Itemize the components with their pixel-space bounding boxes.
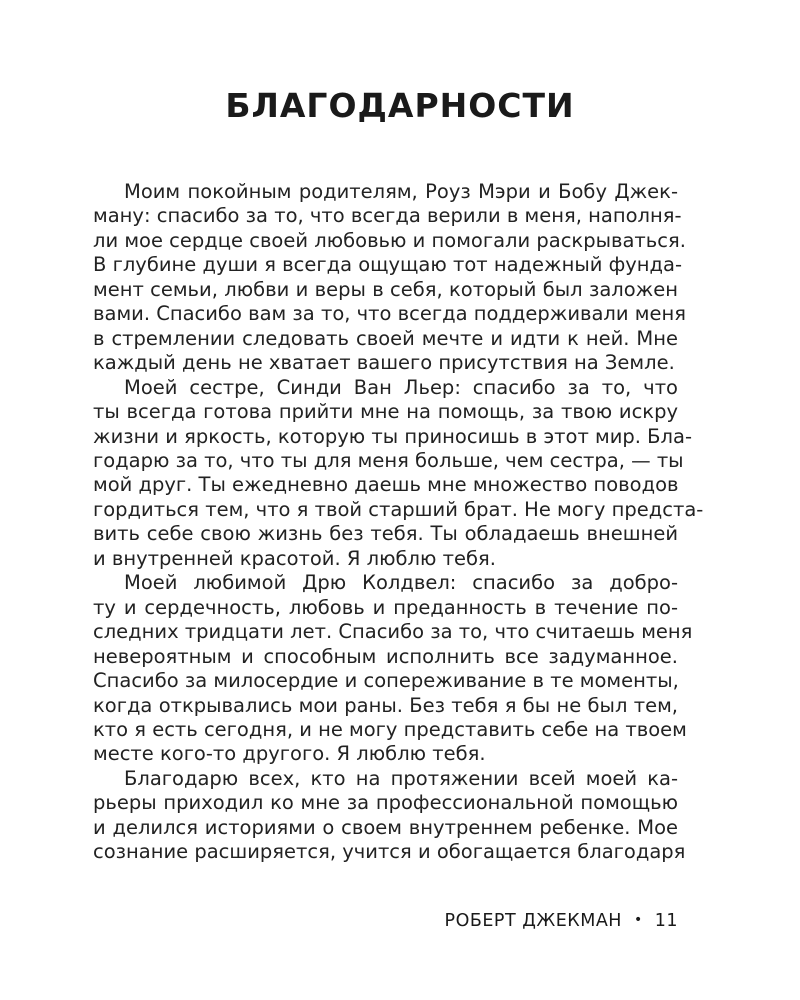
text-line: мент семьи, любви и веры в себя, который был заложен bbox=[93, 277, 678, 301]
text-line: месте кого-то другого. Я люблю тебя. bbox=[93, 742, 486, 766]
text-line: невероятным и способным исполнить все задуманное. bbox=[93, 644, 678, 668]
text-line: каждый день не хватает вашего присутствия на Земле. bbox=[93, 351, 675, 375]
body-text bbox=[93, 180, 704, 865]
page-title: БЛАГОДАРНОСТИ bbox=[225, 86, 575, 125]
text-line: ману: спасибо за то, что всегда верили в меня, наполня- bbox=[93, 204, 682, 228]
text-line: вами. Спасибо вам за то, что всегда поддерживали меня bbox=[93, 302, 686, 326]
text-line: гордиться тем, что я твой старший брат. Не могу предста- bbox=[93, 497, 704, 521]
text-line: Моей любимой Дрю Колдвел: спасибо за добро- bbox=[124, 571, 678, 595]
running-footer bbox=[445, 911, 678, 931]
text-line: когда открывались мои раны. Без тебя я бы не был тем, bbox=[93, 693, 678, 717]
text-line: В глубине души я всегда ощущаю тот надежный фунда- bbox=[93, 253, 683, 277]
text-line: годарю за то, что ты для меня больше, чем сестра, — ты bbox=[93, 448, 684, 472]
footer-separator: • bbox=[633, 912, 643, 928]
text-line: Моей сестре, Синди Ван Льер: спасибо за то, что bbox=[124, 375, 678, 399]
text-line: следних тридцати лет. Спасибо за то, что считаешь меня bbox=[93, 620, 693, 644]
text-line: мой друг. Ты ежедневно даешь мне множество поводов bbox=[93, 473, 679, 497]
text-line: ты всегда готова прийти мне на помощь, за твою искру bbox=[93, 400, 678, 424]
text-line: рьеры приходил ко мне за профессиональной помощью bbox=[93, 791, 678, 815]
page-number: 11 bbox=[654, 911, 678, 931]
text-line: Моим покойным родителям, Роуз Мэри и Бобу Джек- bbox=[124, 180, 678, 203]
text-line: кто я есть сегодня, и не могу представить себе на твоем bbox=[93, 717, 687, 741]
text-line: сознание расширяется, учится и обогащается благодаря bbox=[93, 840, 686, 864]
text-line: в стремлении следовать своей мечте и идти к ней. Мне bbox=[93, 326, 678, 350]
text-line: ту и сердечность, любовь и преданность в течение по- bbox=[93, 595, 678, 619]
footer-author: РОБЕРТ ДЖЕКМАН bbox=[444, 911, 622, 931]
text-line: вить себе свою жизнь без тебя. Ты обладаешь внешней bbox=[93, 522, 678, 546]
text-line: Спасибо за милосердие и сопереживание в те моменты, bbox=[93, 669, 679, 693]
text-line: и делился историями о своем внутреннем ребенке. Мое bbox=[93, 815, 678, 839]
text-line: и внутренней красотой. Я люблю тебя. bbox=[93, 546, 496, 570]
text-line: ли мое сердце своей любовью и помогали раскрываться. bbox=[93, 228, 686, 252]
text-line: Благодарю всех, кто на протяжении всей моей ка- bbox=[124, 766, 678, 790]
text-line: жизни и яркость, которую ты приносишь в этот мир. Бла- bbox=[93, 424, 693, 448]
